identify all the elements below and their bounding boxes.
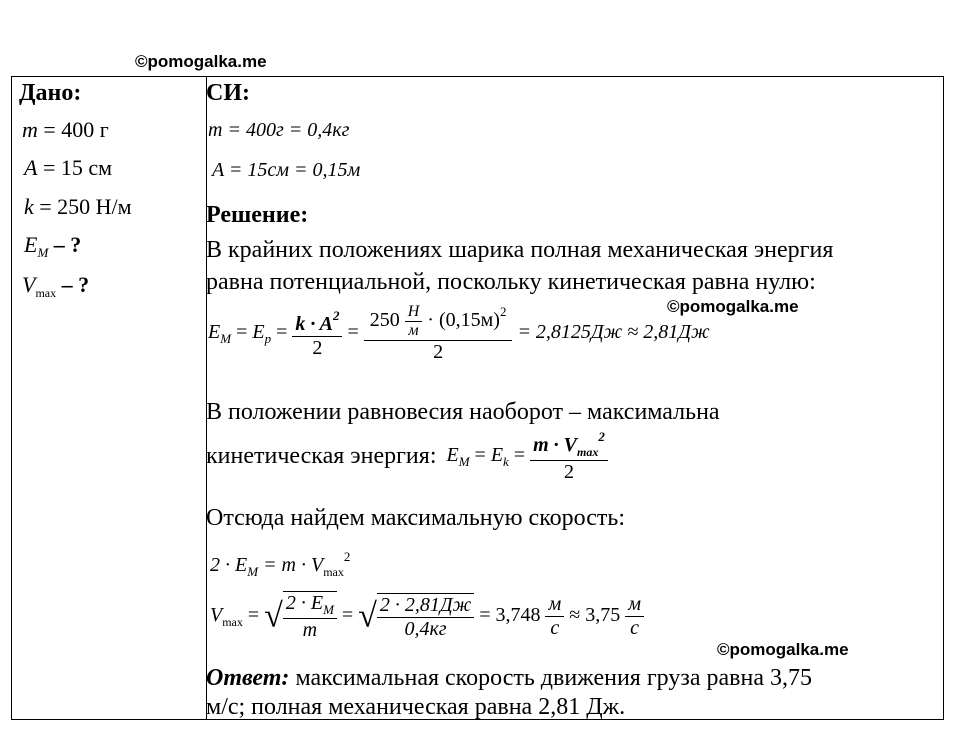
f4-frac1-sub: М [323, 602, 334, 617]
given-amplitude-value: = 15 см [42, 155, 113, 180]
given-velocity-unknown [22, 272, 89, 301]
velocity-question: – ? [61, 272, 90, 297]
f4-fraction-2 [377, 593, 474, 641]
f4-frac1-den: m [302, 619, 318, 641]
si-heading: СИ: [206, 80, 250, 106]
given-heading: Дано: [19, 80, 82, 106]
f4-unit-1 [545, 593, 564, 640]
f1-eq1: = [236, 321, 248, 344]
f1-energy-sub: М [220, 331, 232, 347]
energy-subscript: М [37, 245, 49, 260]
f1-eq3: = [347, 321, 359, 344]
solution-table [11, 76, 944, 720]
answer-line-1 [206, 665, 812, 692]
velocity-symbol: V [22, 272, 36, 297]
f1-unit-den: м [408, 322, 419, 339]
given-amplitude [24, 155, 112, 181]
f4-approx-1: = 3,748 [479, 604, 541, 627]
f1-frac1-den: 2 [312, 336, 323, 359]
energy-symbol: E [24, 232, 38, 257]
f1-fraction-2 [364, 303, 513, 364]
given-mass-symbol: m [22, 117, 38, 142]
given-stiffness-value: = 250 Н/м [39, 194, 132, 219]
column-divider [206, 77, 207, 719]
solution-text-1: В крайних положениях шарика полная механическая энергия [206, 237, 834, 263]
f2-num-sub: max [577, 445, 599, 459]
f4-fraction-1 [283, 591, 337, 642]
given-energy-unknown [24, 232, 81, 261]
given-mass [22, 117, 109, 143]
f4-frac2-num: 2 · 2,81Дж [377, 594, 474, 618]
f1-energy-symbol: E [208, 321, 221, 344]
solution-text-5: Отсюда найдем максимальную скорость: [206, 505, 625, 531]
f2-energy-symbol: E [446, 444, 459, 467]
sqrt-icon-1: √ [264, 597, 283, 635]
f4-unit2-den: с [630, 617, 640, 639]
velocity-subscript: max [35, 286, 57, 300]
f1-frac2-den: 2 [433, 341, 444, 363]
f1-frac1-power: 2 [332, 307, 340, 323]
f4-unit1-den: с [550, 617, 560, 639]
given-mass-value: = 400 г [43, 117, 109, 142]
f3-rhs-power: 2 [343, 549, 351, 564]
f3-rhs-sub: max [323, 565, 344, 579]
watermark-middle: ©pomogalka.me [667, 297, 799, 316]
f4-eq2: = [341, 604, 354, 627]
f1-frac1-num: k · A [295, 312, 333, 335]
f2-eq1: = [474, 444, 486, 467]
f2-eq2: = [513, 444, 526, 467]
formula-kinetic-energy [446, 429, 607, 484]
f2-fraction [530, 429, 608, 484]
solution-heading: Решение: [206, 202, 309, 228]
f4-unit1-num: м [545, 593, 564, 617]
f4-unit-2 [625, 593, 644, 640]
answer-text-1: максимальная скорость движения груза равна 3,75 [295, 665, 812, 691]
f4-frac1-num: 2 · E [285, 592, 324, 614]
watermark-top: ©pomogalka.me [135, 52, 267, 71]
f1-ep-sub: p [264, 331, 272, 347]
f4-eq1: = [247, 604, 260, 627]
solution-text-3: В положении равновесия наоборот – максимальна [206, 399, 720, 425]
f1-unit-num: Н [405, 303, 423, 322]
f1-eq2: = [276, 321, 288, 344]
solution-text-4: кинетическая энергия: [206, 443, 437, 469]
formula-max-velocity [210, 591, 644, 642]
f4-frac2-den: 0,4кг [404, 617, 447, 640]
formula-energy-velocity [210, 549, 350, 580]
f2-num: m · V [533, 434, 578, 456]
given-stiffness [24, 194, 132, 220]
f4-v-sub: max [222, 615, 243, 630]
formula-potential-energy [208, 303, 710, 364]
f1-result: = 2,8125Дж ≈ 2,81Дж [517, 321, 710, 344]
f4-v-symbol: V [210, 604, 223, 627]
f1-frac2-power: 2 [499, 304, 507, 320]
f2-den: 2 [563, 461, 574, 483]
f1-fraction-1 [292, 308, 342, 360]
f2-num-power: 2 [598, 429, 605, 444]
answer-label: Ответ: [206, 665, 290, 691]
f2-ek-sub: k [503, 454, 509, 470]
f3-rhs: = m · V [263, 554, 324, 576]
f3-lhs-sub: М [247, 564, 259, 579]
f2-ek-symbol: E [490, 444, 504, 467]
energy-question: – ? [53, 232, 82, 257]
answer-line-2: м/с; полная механическая равна 2,81 Дж. [206, 694, 626, 720]
f1-frac2-num-value: 250 [369, 309, 400, 332]
given-stiffness-symbol: k [24, 194, 34, 219]
f1-unit-fraction [405, 303, 423, 340]
sqrt-icon-2: √ [358, 597, 377, 635]
solution-text-4-line [206, 429, 608, 484]
si-amplitude-conversion: A = 15см = 0,15м [212, 159, 361, 181]
f3-lhs: 2 · E [210, 554, 248, 576]
f2-energy-sub: М [458, 454, 470, 470]
f4-approx-2: ≈ 3,75 [569, 604, 621, 627]
si-mass-conversion: m = 400г = 0,4кг [208, 119, 350, 141]
given-amplitude-symbol: A [24, 155, 38, 180]
f1-frac2-num-rest: · (0,15м) [427, 309, 500, 332]
solution-text-2: равна потенциальной, поскольку кинетическая равна нулю: [206, 269, 816, 295]
f1-ep-symbol: E [252, 321, 265, 344]
f4-unit2-num: м [625, 593, 644, 617]
watermark-bottom: ©pomogalka.me [717, 640, 849, 659]
